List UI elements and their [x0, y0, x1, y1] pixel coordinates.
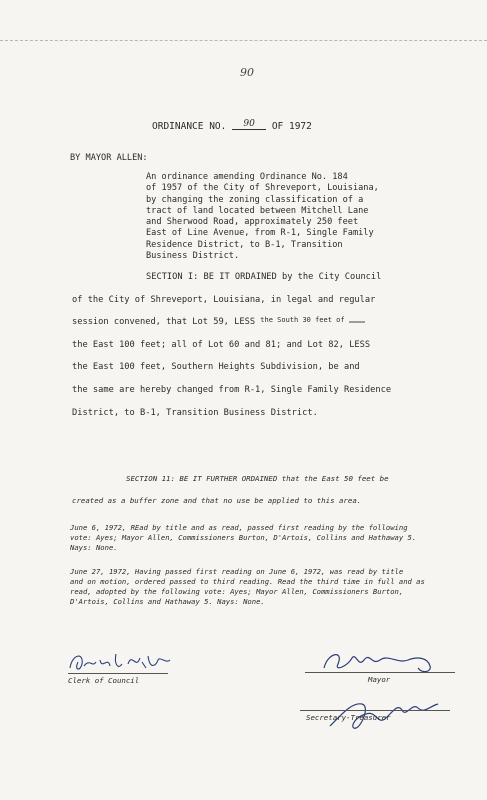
section-two-line: SECTION 11: BE IT FURTHER ORDAINED that the East 50 feet be [126, 474, 389, 483]
section-one-line: District, to B-1, Transition Business District. [72, 407, 318, 418]
top-perforation-line [0, 40, 487, 41]
handwritten-page-number: 90 [240, 66, 254, 79]
title-prefix: ORDINANCE NO. [152, 121, 227, 132]
ordinance-abstract: An ordinance amending Ordinance No. 184 of 1957 of the City of Shreveport, Louisiana, by changing the zoning classification of a tract of land located between Mitchell Lane and Sherwood Road, approximately 250 feet East of Line Avenue, from R-1, Single Family Residence District, to B-1, Transition Business District. [146, 172, 379, 262]
by-line: BY MAYOR ALLEN: [70, 153, 148, 163]
section-one-line: the East 100 feet, Southern Heights Subdivision, be and [72, 362, 360, 373]
section-one-line: the same are hereby changed from R-1, Single Family Residence [72, 384, 392, 395]
ordinance-title [152, 121, 312, 133]
final-reading-record: June 27, 1972, Having passed first reading on June 6, 1972, was read by title and on motion, ordered passed to third reading. Read the third time in full and as read, adopted by the following vote: Ayes; Mayor Allen, Commissioners Burton, D'Artois, Collins and Hathaway 5. Nays: None. [70, 567, 425, 606]
section-one [72, 266, 457, 424]
clerk-signature [66, 648, 176, 676]
section-two-line: created as a buffer zone and that no use be applied to this area. [72, 496, 362, 505]
section-one-line: SECTION I: BE IT ORDAINED by the City Council [146, 272, 382, 282]
strikethrough-mark [348, 319, 366, 325]
secretary-label: Secretary-Treasurer [306, 713, 391, 722]
section-one-text: session convened, that Lot 59, LESS [72, 317, 261, 328]
secretary-signature-line [300, 710, 450, 711]
clerk-label: Clerk of Council [68, 676, 140, 685]
mayor-signature-line [305, 672, 455, 673]
typed-insertion: the South 30 feet of [260, 316, 345, 325]
section-one-line: the East 100 feet; all of Lot 60 and 81; and Lot 82, LESS [72, 339, 371, 350]
section-two [72, 468, 457, 512]
mayor-label: Mayor [368, 675, 391, 684]
ordinance-number: 90 [232, 119, 266, 130]
first-reading-record: June 6, 1972, REad by title and as read, passed first reading by the following vote: Ayes; Mayor Allen, Commissioners Burton, D'Artois, Collins and Hathaway 5. Nays: None. [70, 523, 417, 552]
section-one-line [72, 311, 457, 334]
clerk-signature-line [68, 673, 168, 674]
section-one-line: of the City of Shreveport, Louisiana, in legal and regular [72, 294, 376, 305]
title-suffix: OF 1972 [271, 121, 312, 132]
